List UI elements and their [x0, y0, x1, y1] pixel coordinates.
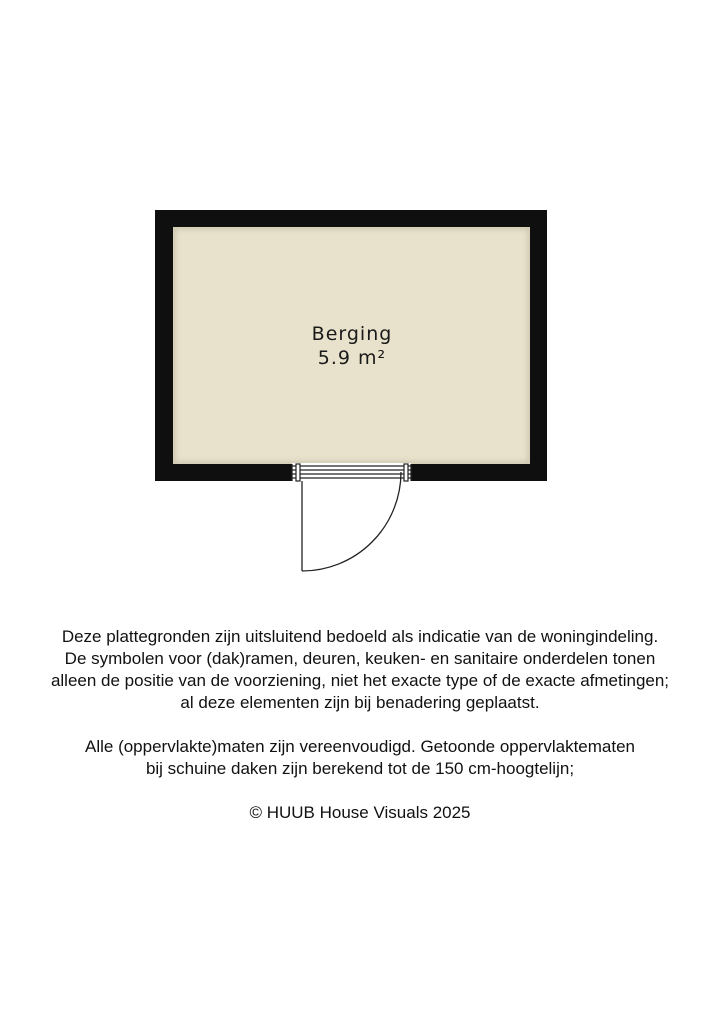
room-area: 5.9 m² — [317, 347, 387, 369]
disclaimer-line: alleen de positie van de voorziening, niet het exacte type of de exacte afmetingen; — [50, 671, 670, 690]
spacer — [0, 780, 720, 802]
spacer — [0, 714, 720, 736]
copyright-notice: © HUUB House Visuals 2025 — [249, 803, 471, 822]
room-floor — [173, 227, 530, 464]
door-swing — [302, 472, 401, 571]
disclaimer-line: bij schuine daken zijn berekend tot de 150 cm-hoogtelijn; — [145, 759, 575, 778]
disclaimer-line: De symbolen voor (dak)ramen, deuren, keuken- en sanitaire onderdelen tonen — [64, 649, 656, 668]
disclaimer-line: Deze plattegronden zijn uitsluitend bedoeld als indicatie van de woningindeling. — [61, 627, 659, 646]
disclaimer — [0, 626, 720, 824]
disclaimer-line: al deze elementen zijn bij benadering geplaatst. — [180, 693, 540, 712]
door-arc — [302, 472, 401, 571]
disclaimer-line: Alle (oppervlakte)maten zijn vereenvoudigd. Getoonde oppervlaktematen — [85, 737, 635, 756]
room-name: Berging — [311, 323, 393, 345]
